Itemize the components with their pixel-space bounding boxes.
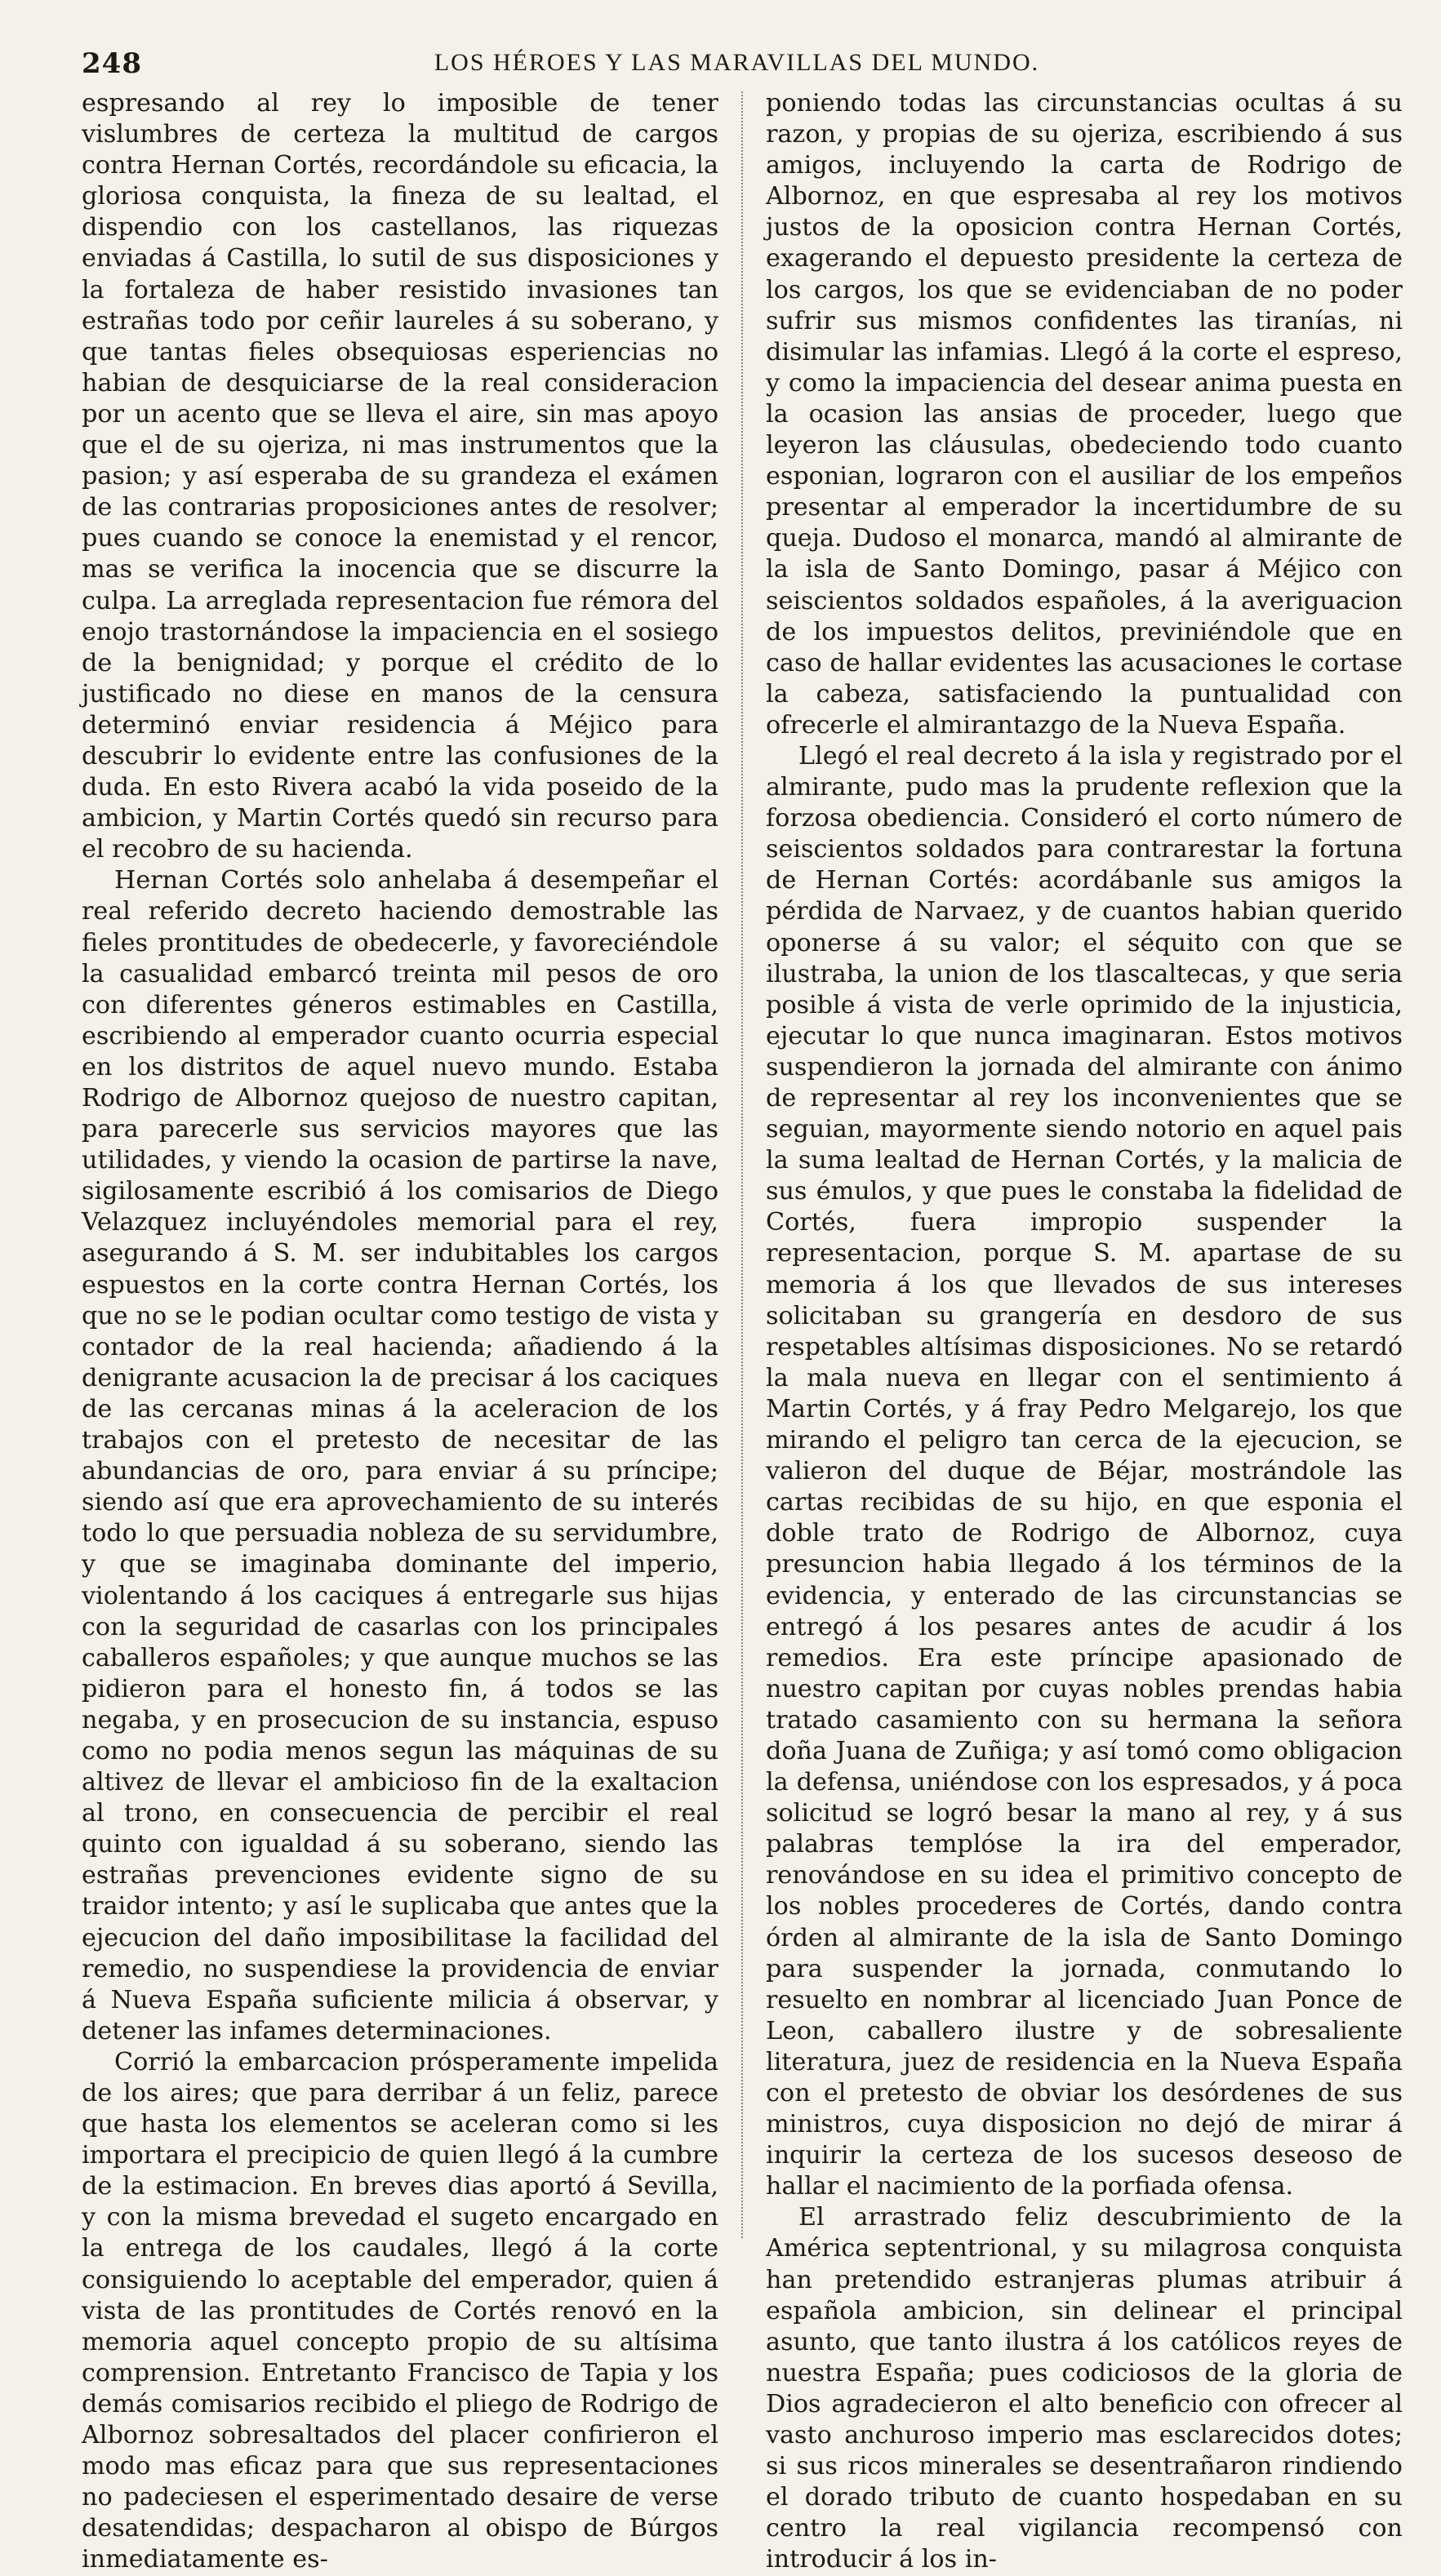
right-paragraph-2: Llegó el real decreto á la isla y registrado por el almirante, pudo mas la prudente reflexion que la forzosa obediencia. Consideró el corto número de seiscientos soldados para contrarestar la fortuna de Hernan Cortés: acordábanle sus amigos la pérdida de Narvaez, y de cuantos habian querido oponerse á su valor; el séquito con que se ilustraba, la union de los tlascaltecas, y que seria posible á vista de verle oprimido de la injusticia, ejecutar lo que nunca imaginaran. Estos motivos suspendieron la jornada del almirante con ánimo de representar al rey los inconvenientes que se seguian, mayormente siendo notorio en aquel pais la suma lealtad de Hernan Cortés, y la malicia de sus émulos, y que pues le constaba la fidelidad de Cortés, fuera impropio suspender la representacion, porque S. M. apartase de su memoria á los que llevados de sus intereses solicitaban su grangería en desdoro de sus respetables altísimas disposiciones. No se retardó la mala nueva en llegar con el sentimiento á Martin Cortés, y á fray Pedro Melgarejo, los que mirando el peligro tan cerca de la ejecucion, se valieron del duque de Béjar, mostrándole las cartas recibidas de su hijo, en que esponia el doble trato de Rodrigo de Albornoz, cuya presuncion habia llegado á los términos de la evidencia, y enterado de las circunstancias se entregó á los pesares antes de acudir á los remedios. Era este príncipe apasionado de nuestro capitan por cuyas nobles prendas habia tratado casamiento con su hermana la señora doña Juana de Zuñiga; y así tomó como obligacion la defensa, uniéndose con los espresados, y á poca solicitud se logró besar la mano al rey, y á sus palabras templóse la ira del emperador, renovándose en su idea el primitivo concepto de los nobles procederes de Cortés, dando contra órden al almirante de la isla de Santo Domingo para suspender la jornada, conmutando lo resuelto en nombrar al licenciado Juan Ponce de Leon, caballero ilustre y de sobresaliente literatura, juez de residencia en la Nueva España con el pretesto de obviar los desórdenes de sus ministros, cuya disposicion no dejó de mirar á inquirir la certeza de los sucesos deseoso de hallar el nacimiento de la porfiada ofensa. (766, 741, 1403, 2201)
left-column (82, 88, 718, 2574)
right-paragraph-1: poniendo todas las circunstancias ocultas á su razon, y propias de su ojeriza, escribiendo á sus amigos, incluyendo la carta de Rodrigo de Albornoz, en que espresaba al rey los motivos justos de la oposicion contra Hernan Cortés, exagerando el depuesto presidente la certeza de los cargos, los que se evidenciaban de no poder sufrir sus mismos confidentes las tiranías, ni disimular las infamias. Llegó á la corte el espreso, y como la impaciencia del desear anima puesta en la ocasion las ansias de proceder, luego que leyeron las cláusulas, obedeciendo todo cuanto esponian, lograron con el ausiliar de los empeños presentar al emperador la incertidumbre de su queja. Dudoso el monarca, mandó al almirante de la isla de Santo Domingo, pasar á Méjico con seiscientos soldados españoles, á la averiguacion de los impuestos delitos, previniéndole que en caso de hallar evidentes las acusaciones le cortase la cabeza, satisfaciendo la puntualidad con ofrecerle el almirantazgo de la Nueva España. (766, 89, 1403, 739)
column-divider (741, 91, 743, 2238)
left-paragraph-1: espresando al rey lo imposible de tener vislumbres de certeza la multitud de cargos contra Hernan Cortés, recordándole su eficacia, la gloriosa conquista, la fineza de su lealtad, el dispendio con los castellanos, las riquezas enviadas á Castilla, lo sutil de sus disposiciones y la fortaleza de haber resistido invasiones tan estrañas todo por ceñir laureles á su soberano, y que tantas fieles obsequiosas esperiencias no habian de desquiciarse de la real consideracion por un acento que se lleva el aire, sin mas apoyo que el de su ojeriza, ni mas instrumentos que la pasion; y así esperaba de su grandeza el exámen de las contrarias proposiciones antes de resolver; pues cuando se conoce la enemistad y el rencor, mas se verifica la inocencia que se discurre la culpa. La arreglada representacion fue rémora del enojo trastornándose la impaciencia en el sosiego de la benignidad; y porque el crédito de lo justificado no diese en manos de la censura determinó enviar residencia á Méjico para descubrir lo evidente entre las confusiones de la duda. En esto Rivera acabó la vida poseido de la ambicion, y Martin Cortés quedó sin recurso para el recobro de su hacienda. (82, 89, 718, 864)
left-paragraph-3: Corrió la embarcacion prósperamente impelida de los aires; que para derribar á un feliz, parece que hasta los elementos se aceleran como si les importara el precipicio de quien llegó á la cumbre de la estimacion. En breves dias aportó á Sevilla, y con la misma brevedad el sugeto encargado en la entrega de los caudales, llegó á la corte consiguiendo lo aceptable del emperador, quien á vista de las prontitudes de Cortés renovó en la memoria aquel concepto propio de su altísima comprension. Entretanto Francisco de Tapia y los demás comisarios recibido el pliego de Rodrigo de Albornoz sobresaltados del placer confirieron el modo mas eficaz para que sus representaciones no padeciesen el esperimentado desaire de verse desatendidas; despacharon al obispo de Búrgos inmediatamente es- (82, 2047, 718, 2574)
left-paragraph-2: Hernan Cortés solo anhelaba á desempeñar el real referido decreto haciendo demostrable las fieles prontitudes de obedecerle, y favoreciéndole la casualidad embarcó treinta mil pesos de oro con diferentes géneros estimables en Castilla, escribiendo al emperador cuanto ocurria especial en los distritos de aquel nuevo mundo. Estaba Rodrigo de Albornoz quejoso de nuestro capitan, para parecerle sus servicios mayores que las utilidades, y viendo la ocasion de partirse la nave, sigilosamente escribió á los comisarios de Diego Velazquez incluyéndoles memorial para el rey, asegurando á S. M. ser indubitables los cargos espuestos en la corte contra Hernan Cortés, los que no se le podian ocultar como testigo de vista y contador de la real hacienda; añadiendo á la denigrante acusacion la de precisar á los caciques de las cercanas minas á la aceleracion de los trabajos con el pretesto de necesitar de las abundancias de oro, para enviar á su príncipe; siendo así que era aprovechamiento de su interés todo lo que persuadia nobleza de su servidumbre, y que se imaginaba dominante del imperio, violentando á los caciques á entregarle sus hijas con la seguridad de casarlas con los principales caballeros españoles; y que aunque muchos se las pidieron para el honesto fin, á todos se las negaba, y en prosecucion de su instancia, espuso como no podia menos segun las máquinas de su altivez de llevar el ambicioso fin de la exaltacion al trono, en consecuencia de percibir el real quinto con igualdad á su soberano, siendo las estrañas prevenciones evidente signo de su traidor intento; y así le suplicaba que antes que la ejecucion del daño imposibilitase la facilidad del remedio, no suspendiese la providencia de enviar á Nueva España suficiente milicia á observar, y detener las infames determinaciones. (82, 866, 718, 2045)
right-column (766, 88, 1403, 2574)
running-title: LOS HÉROES Y LAS MARAVILLAS DEL MUNDO. (434, 49, 1040, 76)
page-number: 248 (82, 47, 142, 80)
text-columns (82, 88, 1403, 2574)
right-paragraph-3: El arrastrado feliz descubrimiento de la América septentrional, y su milagrosa conquista han pretendido estranjeras plumas atribuir á española ambicion, sin delinear el principal asunto, que tanto ilustra á los católicos reyes de nuestra España; pues codiciosos de la gloria de Dios agradecieron el alto beneficio con ofrecer al vasto anchuroso imperio mas esclarecidos dotes; si sus ricos minerales se desentrañaron rindiendo el dorado tributo de cuanto hospedaban en su centro la real vigilancia recompensó con introducir á los in- (766, 2203, 1403, 2574)
page-header (82, 47, 1392, 87)
